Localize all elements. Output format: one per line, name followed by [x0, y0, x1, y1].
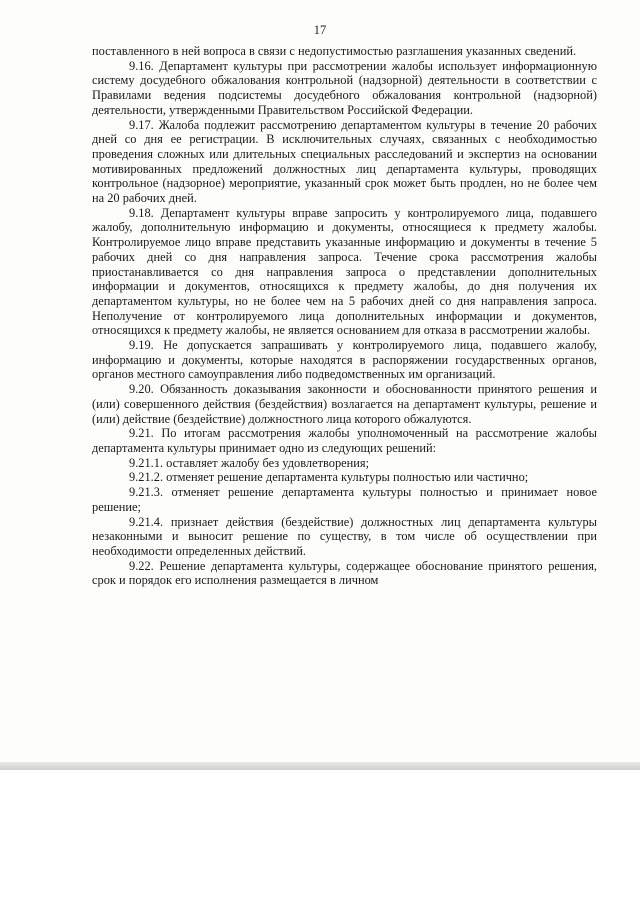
paragraph-9-21-1: 9.21.1. оставляет жалобу без удовлетворения; — [129, 455, 370, 470]
document-body — [92, 44, 597, 588]
page-number: 17 — [313, 23, 327, 37]
paragraph-9-21-2: 9.21.2. отменяет решение департамента культуры полностью или частично; — [129, 470, 529, 485]
paragraph-9-22: 9.22. Решение департамента культуры, содержащее обоснование принятого решения, срок и порядок его исполнения размещается в личном — [92, 558, 597, 588]
scan-bottom-edge — [0, 762, 640, 770]
paragraph-9-16: 9.16. Департамент культуры при рассмотрении жалобы использует информационную систему досудебного обжалования контрольной (надзорной) деятельности в соответствии с Правилами ведения подсистемы досудебного обжалования контрольной (надзорной) деятельности, утвержденными Правительством Российской Федерации. — [92, 58, 597, 117]
paragraph-9-19: 9.19. Не допускается запрашивать у контролируемого лица, подавшего жалобу, информацию и документы, которые находятся в распоряжении государственных органов, органов местного самоуправления либо подведомственных им организаций. — [92, 338, 597, 382]
paragraph-9-18: 9.18. Департамент культуры вправе запросить у контролируемого лица, подавшего жалобу, дополнительную информацию и документы, относящиеся к предмету жалобы. Контролируемое лицо вправе представить указанные информацию и документы в течение 5 рабочих дней со дня направления запроса. Течение срока рассмотрения жалобы приостанавливается со дня направления запроса о представлении дополнительных информации и документов, относящихся к предмету жалобы, до дня получения их департаментом культуры, но не более чем на 5 рабочих дней со дня направления запроса. Неполучение от контролируемого лица дополнительных информации и документов, относящихся к предмету жалобы, не является основанием для отказа в рассмотрении жалобы. — [92, 205, 597, 338]
paragraph-9-20: 9.20. Обязанность доказывания законности и обоснованности принятого решения и (или) совершенного действия (бездействия) возлагается на департамент культуры, решение и (или) действие (бездействие) должностного лица которого обжалуются. — [92, 382, 597, 426]
paragraph-9-21-3: 9.21.3. отменяет решение департамента культуры полностью и принимает новое решение; — [92, 485, 597, 514]
paragraph-9-17: 9.17. Жалоба подлежит рассмотрению департаментом культуры в течение 20 рабочих дней со дня ее регистрации. В исключительных случаях, связанных с необходимостью проведения сложных или длительных специальных расследований и экспертиз на основании мотивированных предложений должностных лиц департамента культуры, проводящих контрольное (надзорное) мероприятие, указанный срок может быть продлен, но не более чем на 20 рабочих дней. — [92, 117, 597, 206]
paragraph-continuation: поставленного в ней вопроса в связи с недопустимостью разглашения указанных сведений. — [92, 44, 577, 58]
paragraph-9-21: 9.21. По итогам рассмотрения жалобы уполномоченный на рассмотрение жалобы департамента культуры принимает одно из следующих решений: — [92, 426, 597, 455]
paragraph-9-21-4: 9.21.4. признает действия (бездействие) должностных лиц департамента культуры незаконными и выносит решение по существу, в том числе об осуществлении при необходимости определенных действий. — [92, 514, 597, 558]
